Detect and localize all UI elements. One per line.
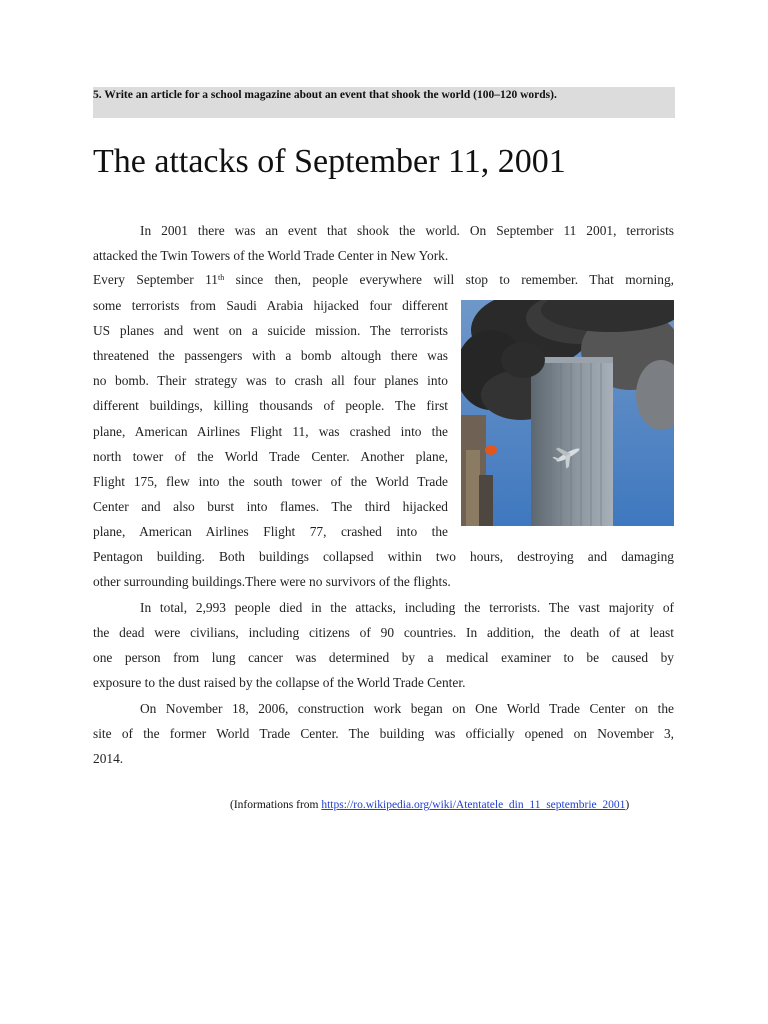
paragraph-line: On November 18, 2006, construction work began on One World Trade Center on the [140,701,674,716]
sept-line-end: since then, people everywhere will stop to remember. That morning, [224,272,674,287]
paragraph-line: In total, 2,993 people died in the attacks, including the terrorists. The vast majority of [140,600,674,615]
paragraph-line [93,271,674,289]
paragraph-line: In 2001 there was an event that shook the world. On September 11 2001, terrorists [140,223,674,238]
twin-towers-photo [461,300,674,526]
paragraph-line: the dead were civilians, including citizens of 90 countries. In addition, the death of at least [93,625,674,640]
paragraph-line: Pentagon building. Both buildings collapsed within two hours, destroying and damaging [93,549,674,564]
article-title: The attacks of September 11, 2001 [93,143,566,180]
source-suffix: ) [625,799,630,811]
source-prefix: (Informations from [230,799,322,811]
paragraph-line: plane, American Airlines Flight 11, was crashed into the [93,424,448,439]
paragraph-line: different buildings, killing thousands of people. The first [93,398,448,413]
paragraph-line: no bomb. Their strategy was to crash all four planes into [93,373,448,388]
paragraph-line: north tower of the World Trade Center. Another plane, [93,449,448,464]
paragraph-line: one person from lung cancer was determined by a medical examiner to be caused by [93,650,674,665]
source-citation [230,799,629,811]
paragraph-line: US planes and went on a suicide mission. The terrorists [93,323,448,338]
paragraph-line: other surrounding buildings.There were no survivors of the flights. [93,574,451,589]
sept-line-start: Every September 11 [93,272,218,287]
paragraph-line: plane, American Airlines Flight 77, crashed into the [93,524,448,539]
task-instruction: 5. Write an article for a school magazine about an event that shook the world (100–120 words). [93,89,557,101]
paragraph-line: Center and also burst into flames. The third hijacked [93,499,448,514]
paragraph-line: attacked the Twin Towers of the World Trade Center in New York. [93,248,449,263]
paragraph-line: exposure to the dust raised by the collapse of the World Trade Center. [93,675,466,690]
paragraph-line: some terrorists from Saudi Arabia hijacked four different [93,298,448,313]
paragraph-line: site of the former World Trade Center. The building was officially opened on November 3, [93,726,674,741]
source-link[interactable]: https://ro.wikipedia.org/wiki/Atentatele_din_11_septembrie_2001 [321,799,626,811]
paragraph-line: threatened the passengers with a bomb altough there was [93,348,448,363]
sept-line-superscript: th [217,273,225,282]
paragraph-line: 2014. [93,751,124,766]
paragraph-line: Flight 175, flew into the south tower of the World Trade [93,474,448,489]
